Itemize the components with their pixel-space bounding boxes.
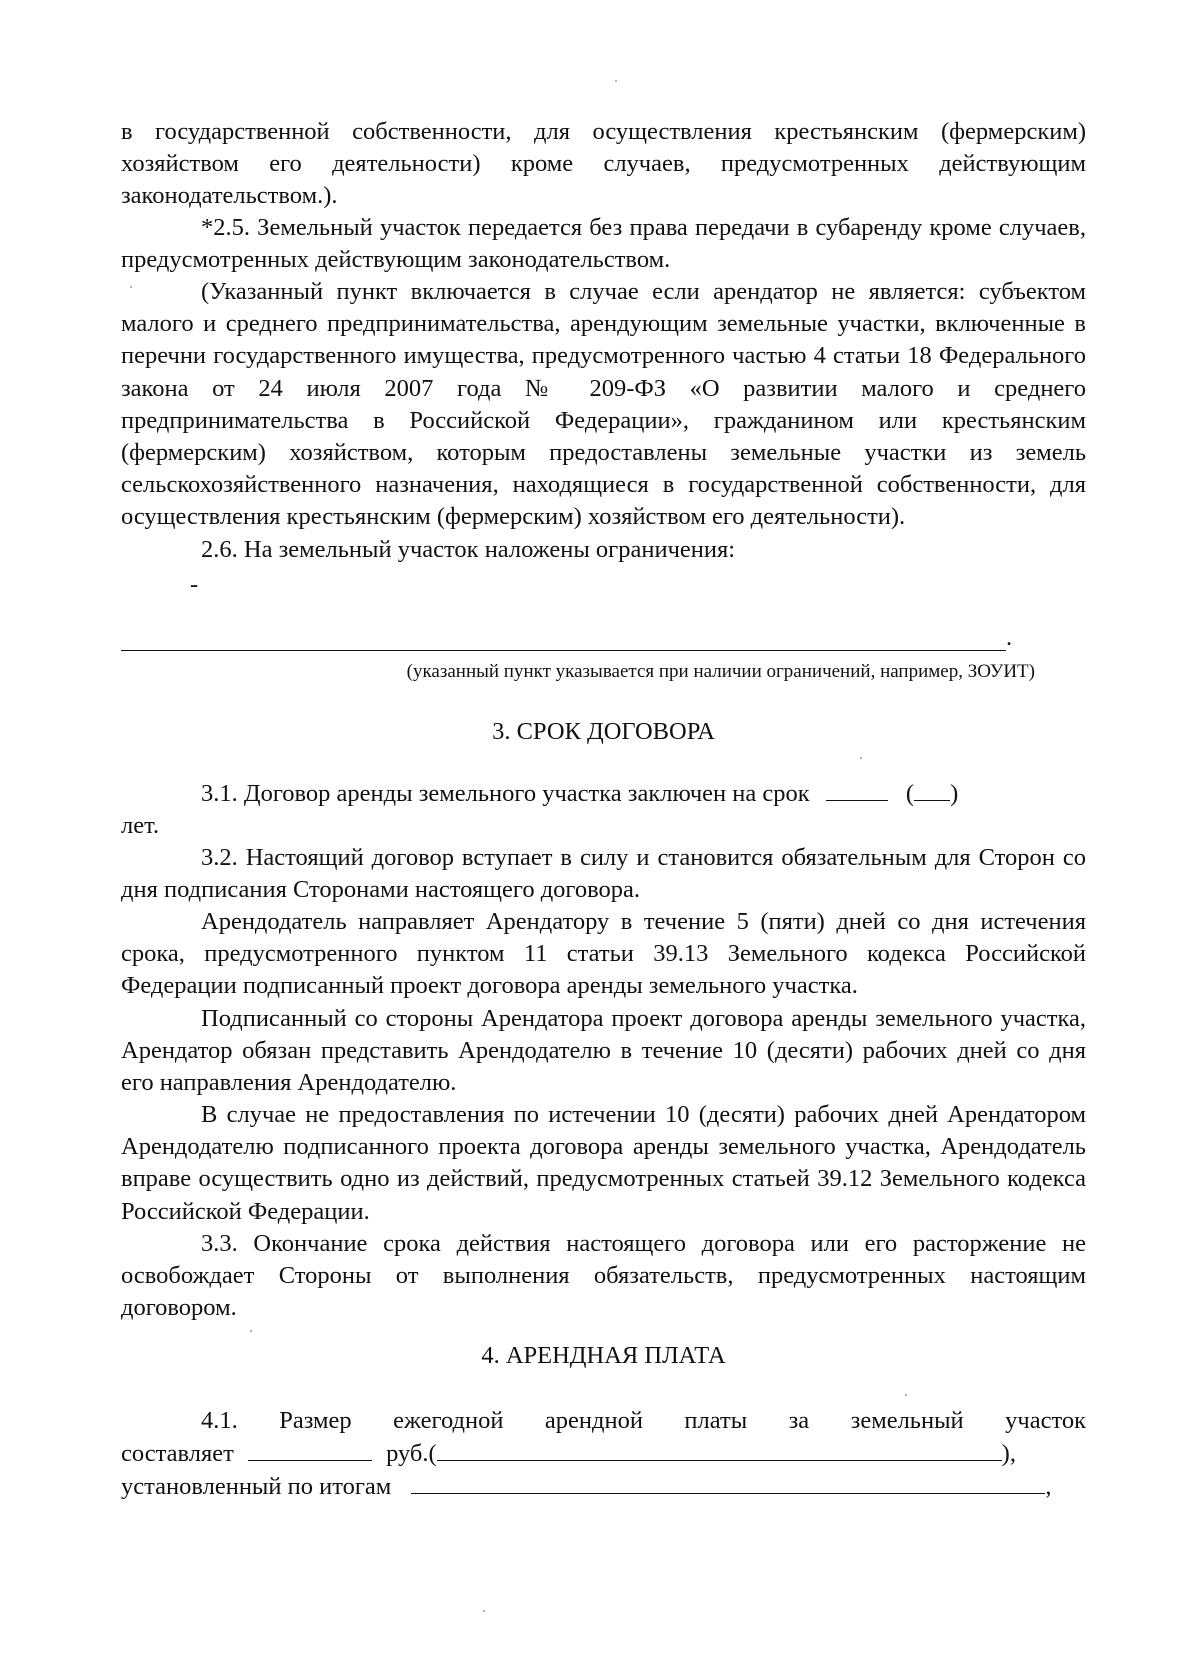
paragraph-3-1-end: лет. [121,812,160,839]
term-blank [826,778,888,801]
rent-close: ), [1001,1440,1016,1467]
established-blank [411,1471,1045,1494]
paren-close: ) [950,780,959,807]
paren-open: ( [905,780,915,807]
paragraph-2-5: *2.5. Земельный участок передается без права передачи в субаренду кроме случаев, предусмотренных действующим законодательством. [121,214,1086,274]
restrictions-blank-line [121,650,1006,651]
paragraph-lessor: Арендодатель направляет Арендатору в течение 5 (пяти) дней со дня истечения срока, предусмотренного пунктом 11 статьи 39.13 Земельного кодекса Российской Федерации подписанный проект договора аренды земельного участка. [121,908,1086,1000]
scan-speck [130,286,132,288]
heading-3: 3. СРОК ДОГОВОРА [492,718,715,745]
paragraph-note-2-5: (Указанный пункт включается в случае если арендатор не является: субъектом малого и среднего предпринимательства, арендующим земельные участки, включенные в перечни государственного имущества, предусмотренного частью 4 статьи 18 Федерального закона от 24 июля 2007 года № 209-ФЗ «О развитии малого и среднего предпринимательства в Российской Федерации», гражданином или крестьянским (фермерским) хозяйством, которым предоставлены земельные участки из земель сельскохозяйственного назначения, находящиеся в государственной собственности, для осуществления крестьянским (фермерским) хозяйством его деятельности). [121,278,1086,531]
scan-speck [483,1610,485,1612]
paragraph-3-2: 3.2. Настоящий договор вступает в силу и становится обязательным для Сторон со дня подписания Сторонами настоящего договора. [121,844,1086,904]
scan-speck [615,80,617,82]
compose-label: составляет [121,1440,234,1467]
scan-speck [905,1394,907,1396]
dash-marker: - [190,571,199,598]
scan-speck [250,1330,252,1332]
paragraph-3-3: 3.3. Окончание срока действия настоящего договора или его расторжение не освобождает Стороны от выполнения обязательств, предусмотренных настоящим договором. [121,1230,1086,1322]
paragraph-4-1-line1: 4.1. Размер ежегодной арендной платы за земельный участок [201,1407,1086,1434]
paragraph-3-1 [201,778,1087,810]
paragraph-4-1-line3 [121,1471,1086,1503]
established-comma: , [1045,1473,1052,1500]
rent-amount-blank [248,1438,372,1461]
paragraph-4-1-line2 [121,1438,1086,1470]
rent-words-blank [437,1438,1002,1461]
note-2-6: (указанный пункт указывается при наличии ограничений, например, ЗОУИТ) [406,661,1035,682]
established-label: установленный по итогам [121,1473,392,1500]
paragraph-case: В случае не предоставления по истечении 10 (десяти) рабочих дней Арендатором Арендодателю подписанного проекта договора аренды земельного участка, Арендодатель вправе осуществить одно из действий, предусмотренных статьей 39.12 Земельного кодекса Российской Федерации. [121,1101,1086,1225]
rub-label: руб.( [386,1440,437,1467]
paragraph-signed: Подписанный со стороны Арендатора проект договора аренды земельного участка, Арендатор обязан представить Арендодателю в течение 10 (десяти) рабочих дней со дня его направления Арендодателю. [121,1005,1086,1097]
heading-4: 4. АРЕНДНАЯ ПЛАТА [481,1342,726,1369]
paragraph-intro: в государственной собственности, для осуществления крестьянским (фермерским) хозяйством его деятельности) кроме случаев, предусмотренных действующим законодательством.). [121,118,1086,210]
paragraph-3-1-text: 3.1. Договор аренды земельного участка заключен на срок [201,780,810,807]
paragraph-2-6: 2.6. На земельный участок наложены ограничения: [201,536,736,563]
line-end-dot: . [1006,624,1013,651]
term-words-blank [914,778,950,801]
scan-speck [860,757,862,759]
